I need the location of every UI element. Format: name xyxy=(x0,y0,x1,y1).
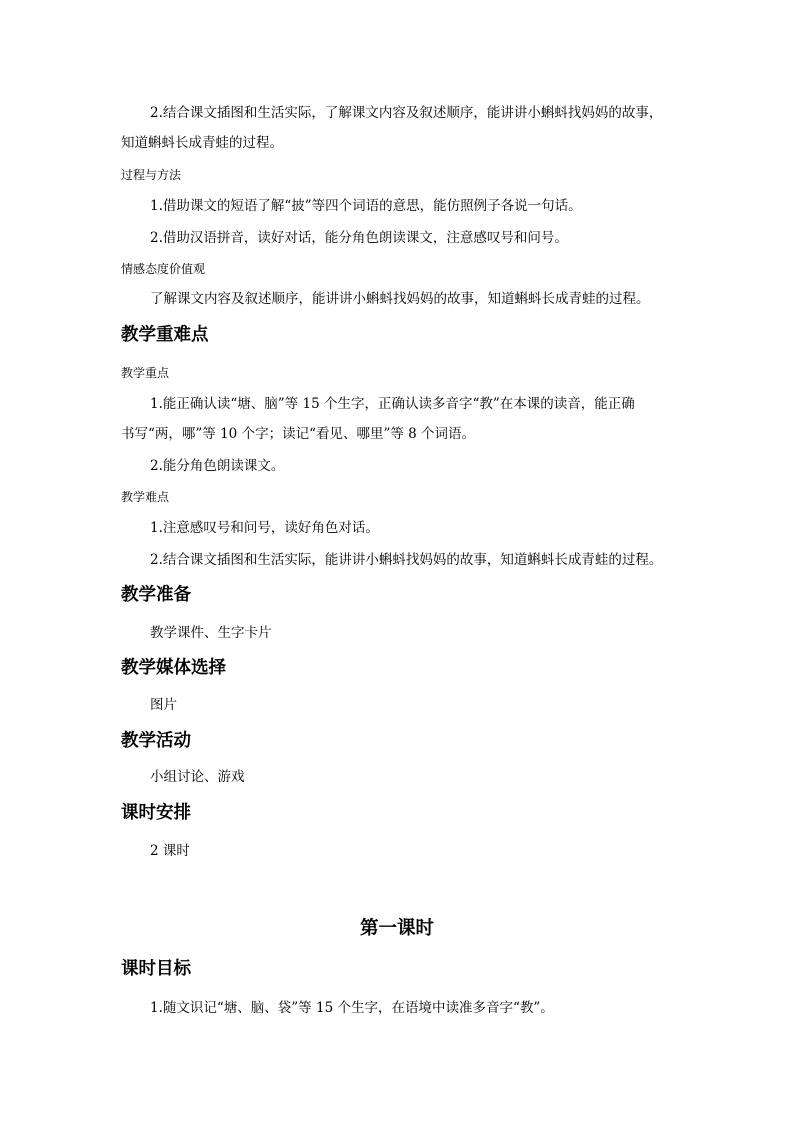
key-points-title: 教学重点 xyxy=(121,366,170,380)
schedule-text: 2 课时 xyxy=(150,843,190,859)
lesson-objectives-heading: 课时目标 xyxy=(121,959,191,979)
difficult-item-1: 1.注意感叹号和问号，读好角色对话。 xyxy=(150,520,379,536)
media-text: 图片 xyxy=(150,697,177,713)
difficult-points-title: 教学难点 xyxy=(121,490,170,504)
objective-item-2-line-2: 知道蝌蚪长成青蛙的过程。 xyxy=(121,135,283,151)
lesson-1-title: 第一课时 xyxy=(359,918,434,939)
emotion-title: 情感态度价值观 xyxy=(121,262,206,276)
emotion-text: 了解课文内容及叙述顺序，能讲讲小蝌蚪找妈妈的故事，知道蝌蚪长成青蛙的过程。 xyxy=(150,291,650,307)
key-item-1-line-2: 书写“两，哪”等 10 个字；读记“看见、哪里”等 8 个词语。 xyxy=(121,426,476,442)
key-item-1-line-1: 1.能正确认读“塘、脑”等 15 个生字，正确认读多音字“教”在本课的读音，能正确 xyxy=(150,396,635,412)
activity-text: 小组讨论、游戏 xyxy=(150,769,245,785)
schedule-heading: 课时安排 xyxy=(121,803,191,823)
key-item-2: 2.能分角色朗读课文。 xyxy=(150,458,285,474)
objective-item-2-line-1: 2.结合课文插图和生活实际，了解课文内容及叙述顺序，能讲讲小蝌蚪找妈妈的故事， xyxy=(150,105,663,121)
process-method-title: 过程与方法 xyxy=(121,168,182,182)
preparation-text: 教学课件、生字卡片 xyxy=(150,625,272,641)
media-heading: 教学媒体选择 xyxy=(121,658,226,678)
preparation-heading: 教学准备 xyxy=(121,585,191,605)
difficult-item-2: 2.结合课文插图和生活实际，能讲讲小蝌蚪找妈妈的故事，知道蝌蚪长成青蛙的过程。 xyxy=(150,552,663,568)
lesson-objective-item-1: 1.随文识记“塘、脑、袋”等 15 个生字，在语境中读准多音字“教”。 xyxy=(150,1000,554,1016)
process-method-item-1: 1.借助课文的短语了解“披”等四个词语的意思，能仿照例子各说一句话。 xyxy=(150,198,582,214)
activity-heading: 教学活动 xyxy=(121,731,191,751)
key-difficult-heading: 教学重难点 xyxy=(121,325,209,345)
process-method-item-2: 2.借助汉语拼音，读好对话，能分角色朗读课文，注意感叹号和问号。 xyxy=(150,230,568,246)
